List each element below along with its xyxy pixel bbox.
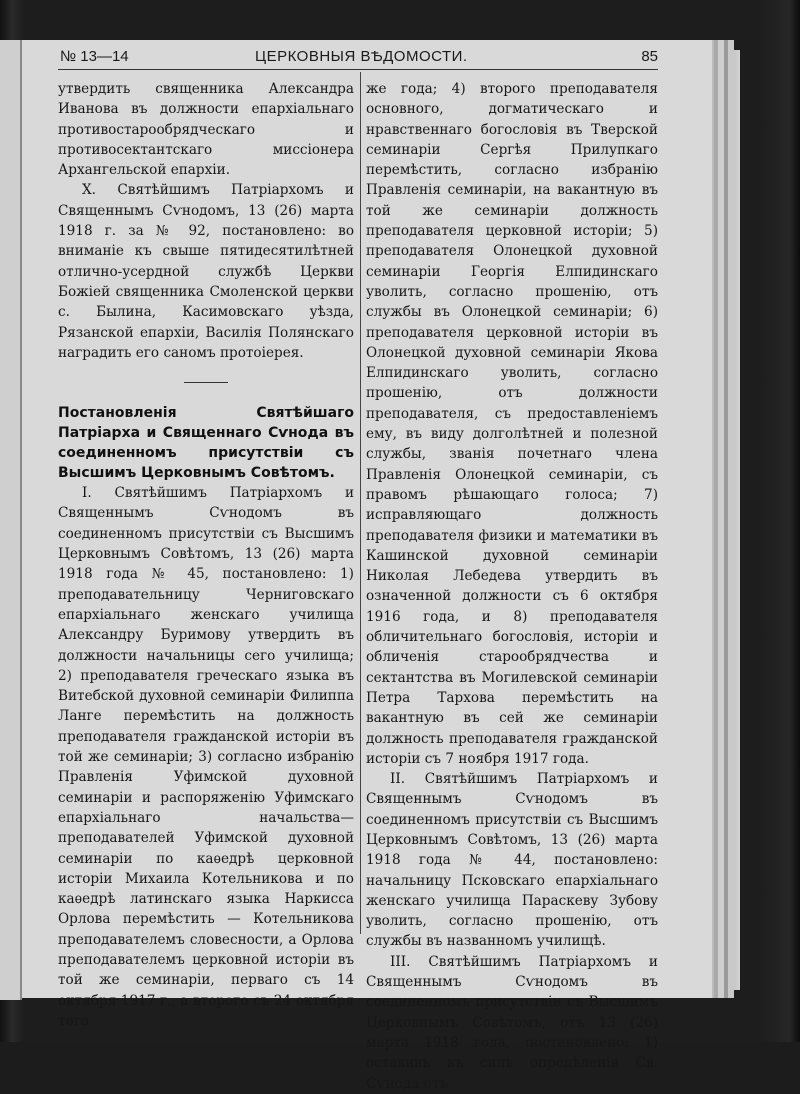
header-rule [58,69,658,70]
issue-number: № 13—14 [60,48,129,65]
page-stack-edge [712,50,740,990]
previous-page-edge [0,40,22,1000]
page-number: 85 [641,48,658,65]
paragraph: утвердить священника Александра Иванова въ должности епархіальнаго противостарообрядческаго и противосектантскаго миссіонера Архангельской епархіи. [58,81,354,179]
paragraph: же года; 4) второго преподавателя основного, догматическаго и нравственнаго богословія въ Тверской семинаріи Сергѣя Прилупкаго перемѣстить, согласно избранію Правленія семинаріи, на вакантную въ той же семинаріи должность преподавателя церковной исторіи; 5) преподавателя Олонецкой духовной семинаріи Георгія Елпидинскаго уволить, согласно прошенію, отъ службы въ Олонецкой семинаріи; 6) преподавателя церковной исторіи въ Олонецкой духовной семинаріи Якова Елпидинскаго уволить, согласно прошенію, отъ должности преподавателя, съ предоставленіемъ ему, въ виду долголѣтней и полезной службы, званія почетнаго члена Правленія Олонецкой семинаріи, съ правомъ рѣшающаго голоса; 7) исправляющаго должность преподавателя физики и математики въ Кашинской духовной семинаріи Николая Лебедева утвердить въ означенной должности съ 6 октября 1916 года, и 8) преподавателя обличительнаго богословія, исторіи и обличенія старообрядчества и сектантства въ Могилевской семинаріи Петра Тархова перемѣстить на вакантную въ сей же семинаріи должность преподавателя гражданской исторіи съ 7 ноября 1917 года. [366,81,658,767]
running-header [60,44,660,70]
paragraph: I. Святѣйшимъ Патріархомъ и Священнымъ Сѵнодомъ въ соединенномъ присутствіи съ Высшимъ Церковнымъ Совѣтомъ, 13 (26) марта 1918 года № 45, постановлено: 1) преподавательницу Черниговскаго епархіальнаго женскаго училища Александру Буримову утвердить въ должности начальницы сего училища; 2) преподавателя греческаго языка въ Витебской духовной семинаріи Филиппа Ланге перемѣстить на должность преподавателя гражданской исторіи въ той же семинаріи; 3) согласно избранію Правленія Уфимской духовной семинаріи и распоряженію Уфимскаго епархіальнаго начальства— преподавателей Уфимской духовной семинаріи по каѳедрѣ церковной исторіи Михаила Котельникова и по каѳедрѣ латинскаго языка Наркисса Орлова перемѣстить — Котельникова преподавателемъ словесности, а Орлова преподавателемъ церковной исторіи въ той же семинаріи, перваго съ 14 октября 1917 г., а второго съ 24 октября того [58,485,354,1029]
left-column [58,79,354,1031]
column-divider [360,72,361,934]
right-column [366,79,658,1094]
paragraph: III. Святѣйшимъ Патріархомъ и Священнымъ Сѵнодомъ въ соединенномъ присутствіи съ Высшимъ Церковнымъ Совѣтомъ, отъ 13 (26) марта 1918 года, постановлено: 1) оставивъ въ силѣ опредѣленія Св. Сѵнода отъ [366,953,658,1092]
journal-title: ЦЕРКОВНЫЯ ВѢДОМОСТИ. [255,48,468,65]
section-heading: Постановленія Святѣйшаго Патріарха и Священнаго Сѵнода въ соединенномъ присутствіи съ Высшимъ Церковнымъ Совѣтомъ. [58,405,354,482]
paragraph: X. Святѣйшимъ Патріархомъ и Священнымъ Сѵнодомъ, 13 (26) марта 1918 г. за № 92, постановлено: во вниманіе къ свыше пятидесятилѣтней отлично-усердной службѣ Церкви Божіей священника Смоленской церкви с. Былина, Касимовскаго уѣзда, Рязанской епархіи, Василія Полянскаго наградить его саномъ протоіерея. [58,182,354,361]
section-divider [184,382,228,383]
paragraph: II. Святѣйшимъ Патріархомъ и Священнымъ Сѵнодомъ въ соединенномъ присутствіи съ Высшимъ Церковнымъ Совѣтомъ, 13 (26) марта 1918 года № 44, постановлено: начальницу Псковскаго епархіальнаго женскаго училища Параскеву Зубову уволить, согласно прошенію, отъ службы въ названномъ училищѣ. [366,771,658,950]
